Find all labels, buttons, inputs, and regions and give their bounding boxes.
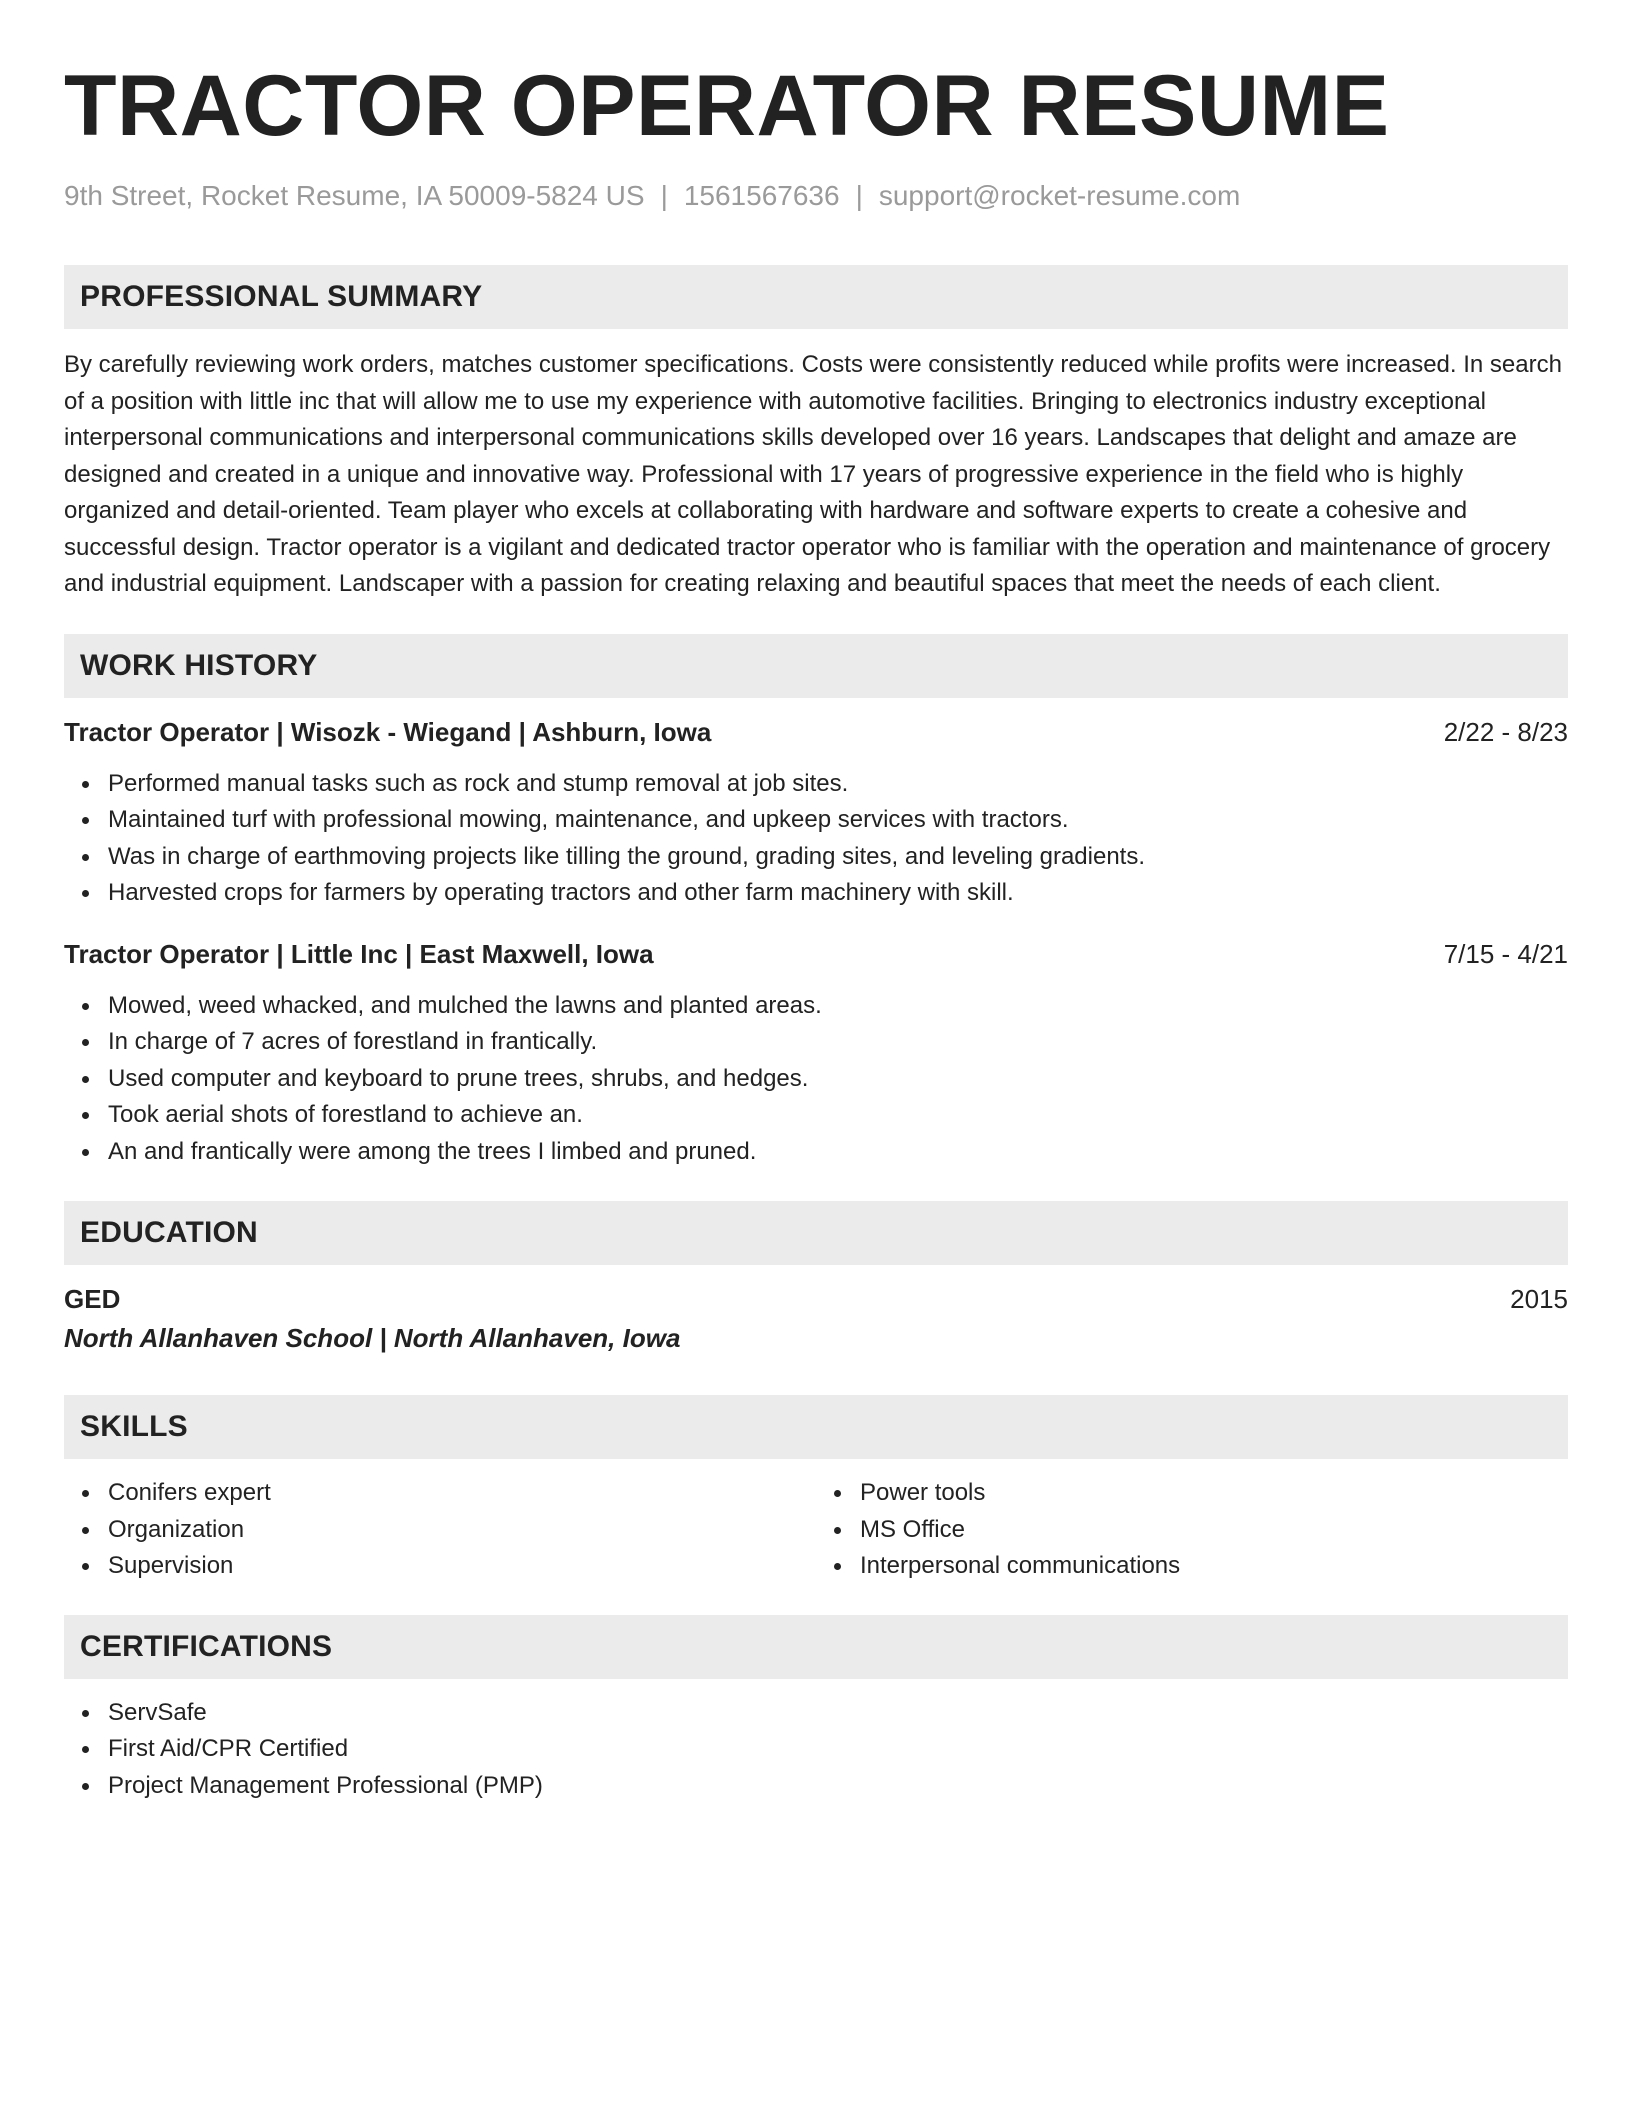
job-title: Tractor Operator | Wisozk - Wiegand | Ashburn, Iowa	[64, 716, 712, 747]
list-item: Power tools	[816, 1475, 1568, 1512]
section-heading-skills: SKILLS	[64, 1395, 1568, 1459]
contact-line	[64, 178, 1568, 214]
education-header	[64, 1281, 1568, 1317]
summary-text: By carefully reviewing work orders, matches customer specifications. Costs were consistently reduced while profits were increased. In search of a position with little inc that will allow me to use my experience with automotive facilities. Bringing to electronics industry exceptional interpersonal communications and interpersonal communications skills developed over 16 years. Landscapes that delight and amaze are designed and created in a unique and innovative way. Professional with 17 years of progressive experience in the field who is highly organized and detail-oriented. Team player who excels at collaborating with hardware and software experts to create a cohesive and successful design. Tractor operator is a vigilant and dedicated tractor operator who is familiar with the operation and maintenance of grocery and industrial equipment. Landscaper with a passion for creating relaxing and beautiful spaces that meet the needs of each client.	[64, 351, 1562, 597]
school: North Allanhaven School | North Allanhaven, Iowa	[64, 1323, 681, 1353]
list-item: ServSafe	[64, 1695, 1568, 1732]
list-item: MS Office	[816, 1512, 1568, 1549]
email: support@rocket-resume.com	[878, 180, 1241, 211]
job-header	[64, 936, 1568, 972]
skills-column-left	[64, 1475, 816, 1585]
skills-list	[64, 1475, 816, 1585]
job-dates: 2/22 - 8/23	[1443, 716, 1568, 747]
list-item: Conifers expert	[64, 1475, 816, 1512]
education-entry	[64, 1281, 1568, 1357]
degree: GED	[64, 1284, 121, 1314]
graduation-year: 2015	[1510, 1284, 1568, 1314]
job-entry	[64, 714, 1568, 912]
list-item: Project Management Professional (PMP)	[64, 1768, 1568, 1805]
list-item: Used computer and keyboard to prune trees, shrubs, and hedges.	[64, 1061, 1568, 1098]
list-item: An and frantically were among the trees I limbed and pruned.	[64, 1134, 1568, 1171]
list-item: Interpersonal communications	[816, 1548, 1568, 1585]
list-item: Took aerial shots of forestland to achieve an.	[64, 1097, 1568, 1134]
list-item: Supervision	[64, 1548, 816, 1585]
job-bullets	[64, 988, 1568, 1171]
list-item: Maintained turf with professional mowing, maintenance, and upkeep services with tractors.	[64, 802, 1568, 839]
contact-separator: |	[855, 180, 863, 211]
section-heading-work-history: WORK HISTORY	[64, 634, 1568, 698]
list-item: Performed manual tasks such as rock and stump removal at job sites.	[64, 766, 1568, 803]
job-entry	[64, 936, 1568, 1171]
skills-list	[816, 1475, 1568, 1585]
skills-grid	[64, 1475, 1568, 1585]
section-heading-certifications: CERTIFICATIONS	[64, 1615, 1568, 1679]
job-bullets	[64, 766, 1568, 912]
job-dates: 7/15 - 4/21	[1443, 938, 1568, 969]
certifications-list	[64, 1695, 1568, 1805]
list-item: Was in charge of earthmoving projects like tilling the ground, grading sites, and leveling gradients.	[64, 839, 1568, 876]
section-heading-summary: PROFESSIONAL SUMMARY	[64, 265, 1568, 329]
contact-separator: |	[660, 180, 668, 211]
list-item: In charge of 7 acres of forestland in frantically.	[64, 1024, 1568, 1061]
section-heading-education: EDUCATION	[64, 1201, 1568, 1265]
phone: 1561567636	[683, 180, 840, 211]
job-header	[64, 714, 1568, 750]
resume-title: TRACTOR OPERATOR RESUME	[64, 58, 1390, 154]
list-item: Harvested crops for farmers by operating tractors and other farm machinery with skill.	[64, 875, 1568, 912]
skills-column-right	[816, 1475, 1568, 1585]
job-title: Tractor Operator | Little Inc | East Maxwell, Iowa	[64, 938, 654, 969]
list-item: First Aid/CPR Certified	[64, 1731, 1568, 1768]
list-item: Mowed, weed whacked, and mulched the lawns and planted areas.	[64, 988, 1568, 1025]
list-item: Organization	[64, 1512, 816, 1549]
address: 9th Street, Rocket Resume, IA 50009-5824 US	[64, 180, 645, 211]
